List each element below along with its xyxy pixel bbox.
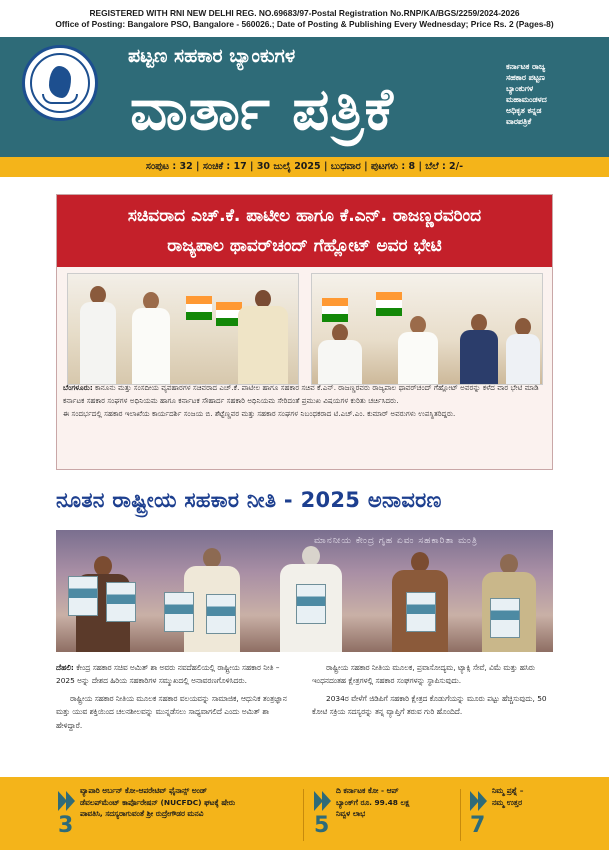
masthead-subtitle: ಪಟ್ಟಣ ಸಹಕಾರ ಬ್ಯಾಂಕುಗಳ: [128, 45, 296, 67]
teaser-text: ವ್ಯಾಪಾರಿ ಅರ್ಬನ್ ಕೋ-ಆಪರೇಟಿವ್ ಫೈನಾನ್ಸ್ ಅಂಡ್ ಡೆವಲಪ್‌ಮೆಂಟ್ ಕಾರ್ಪೊರೇಷನ್ (NUCFDC) ಘಟಕ್ಕೆ ಷೇರು ಪಾವತಿಸಿ, ಸದಸ್ಯರಾಗುವಂತೆ ಶ್ರೀ ರುದ್ರೇಗೌಡರ ಮನವಿ: [80, 786, 236, 818]
story2-column-right: [312, 661, 550, 723]
story2-dateline: ದೆಹಲಿ:: [56, 663, 74, 672]
double-chevron-icon: [314, 791, 332, 811]
masthead-side-text: ಕರ್ನಾಟಕ ರಾಜ್ಯ ಸಹಕಾರ ಪಟ್ಟಣ ಬ್ಯಾಂಕುಗಳ ಮಹಾಮಂಡಳದ ಅಧಿಕೃತ ಕನ್ನಡ ವಾರಪತ್ರಿಕೆ: [506, 62, 547, 126]
story2-col1-p1: ಕೇಂದ್ರ ಸಹಕಾರ ಸಚಿವ ಅಮಿತ್ ಶಾ ಅವರು ನವದೆಹಲಿಯಲ್ಲಿ ರಾಷ್ಟ್ರೀಯ ಸಹಕಾರ ನೀತಿ – 2025 ಅನ್ನು ದೇಶದ ಹಿರಿಯ ಸಹಕಾರಿಗಳ ಸಮ್ಮುಖದಲ್ಲಿ ಅನಾವರಣಗೊಳಿಸಿದರು.: [56, 663, 280, 686]
story2-col1-p2: ರಾಷ್ಟ್ರೀಯ ಸಹಕಾರ ನೀತಿಯ ಮೂಲಕ ಸಹಕಾರ ವಲಯವನ್ನು ಸಾಮಾಜಿಕ, ಆಧುನಿಕ ತಂತ್ರಜ್ಞಾನ ಮತ್ತು ಯುವ ಶಕ್ತಿಯಿಂದ ಚಲನಶೀಲವನ್ನು ಮುನ್ನಡೆಸಲು ಸಾಧ್ಯವಾಗಲಿದೆ ಎಂದು ಅಮಿತ್ ಶಾ ಹೇಳಿದ್ದಾರೆ.: [56, 693, 287, 730]
teaser-page-number: 7: [470, 813, 486, 838]
registration-line-1: REGISTERED WITH RNI NEW DELHI REG. NO.69683/97-Postal Registration No.RNP/KA/BGS/2259/2024-2026: [89, 8, 520, 18]
issue-info-bar: ಸಂಪುಟ : 32 | ಸಂಚಿಕೆ : 17 | 30 ಜುಲೈ 2025 | ಬುಧವಾರ | ಪುಟಗಳು : 8 | ಬೆಲೆ : 2/-: [0, 157, 609, 177]
story1-photo-right: [311, 273, 543, 385]
teaser-page-number: 3: [58, 813, 74, 838]
footer-teaser-bar: [0, 777, 609, 850]
registration-block: [0, 8, 609, 30]
masthead: [0, 37, 609, 172]
story1-headline-line2: ರಾಜ್ಯಪಾಲ ಥಾವರ್‌ಚಂದ್ ಗೆಹ್ಲೋಟ್ ಅವರ ಭೇಟಿ: [167, 236, 442, 256]
story1-headline-line1: ಸಚಿವರಾದ ಎಚ್.ಕೆ. ಪಾಟೀಲ ಹಾಗೂ ಕೆ.ಎನ್. ರಾಜಣ್ಣರವರಿಂದ: [127, 206, 482, 226]
story1-photo-left: [67, 273, 299, 385]
teaser-page-5[interactable]: [314, 783, 454, 843]
teaser-text: ನಿಮ್ಮ ಪ್ರಶ್ನೆ – ನಮ್ಮ ಉತ್ತರ: [492, 786, 524, 807]
teaser-page-3[interactable]: [58, 783, 298, 843]
story2-column-left: [56, 661, 294, 736]
story2-col2-p2: 2034ರ ವೇಳೆಗೆ ಜಿಡಿಪಿಗೆ ಸಹಕಾರಿ ಕ್ಷೇತ್ರದ ಕೊಡುಗೆಯನ್ನು ಮೂರು ಪಟ್ಟು ಹೆಚ್ಚಿಸುವುದು, 50 ಕೋಟಿ ಸಕ್ರಿಯ ಸದಸ್ಯರನ್ನು ತನ್ನ ವ್ಯಾಪ್ತಿಗೆ ತರುವ ಗುರಿ ಹೊಂದಿದೆ.: [312, 693, 547, 717]
story2-headline: ನೂತನ ರಾಷ್ಟ್ರೀಯ ಸಹಕಾರ ನೀತಿ - 2025 ಅನಾವರಣ: [56, 488, 442, 512]
story1-headline: [57, 195, 552, 267]
story1-caption-p1: ಕಾನೂನು ಮತ್ತು ಸಂಸದೀಯ ವ್ಯವಹಾರಗಳ ಸಚಿವರಾದ ಎಚ್.ಕೆ. ಪಾಟೀಲ ಹಾಗೂ ಸಹಕಾರ ಸಚಿವ ಕೆ.ಎನ್. ರಾಜಣ್ಣರವರು ರಾಜ್ಯಪಾಲ ಥಾವರ್‌ಚಂದ್ ಗೆಹ್ಲೋಟ್ ಅವರನ್ನು ಕಳೆದ ವಾರ ಭೇಟಿ ಮಾಡಿ ಕರ್ನಾಟಕ ಸಹಕಾರ ಸಂಘಗಳ ಅಧಿನಿಯಮ ಹಾಗೂ ಕರ್ನಾಟಕ ಸೌಹಾರ್ದ ಸಹಕಾರಿ ಅಧಿನಿಯಮ ಸೇರಿದಂತೆ ಪ್ರಮುಖ ವಿಷಯಗಳ ಕುರಿತು ಚರ್ಚಿಸಿದರು.: [63, 383, 539, 406]
story-governor-meeting: [56, 194, 553, 470]
double-chevron-icon: [470, 791, 488, 811]
masthead-title: ವಾರ್ತಾ ಪತ್ರಿಕೆ: [130, 75, 394, 143]
teaser-page-number: 5: [314, 813, 330, 838]
federation-seal-icon: [22, 45, 98, 121]
teaser-page-7[interactable]: [470, 783, 590, 843]
story1-dateline: ಬೆಂಗಳೂರು:: [63, 383, 93, 392]
registration-line-2: Office of Posting: Bangalore PSO, Bangalore - 560026.; Date of Posting & Publishing Every Wednesday; Price Rs. 2 (Pages-8): [55, 19, 554, 29]
story1-caption: [63, 381, 548, 421]
story2-photo: [56, 530, 553, 652]
story2-col2-p1: ರಾಷ್ಟ್ರೀಯ ಸಹಕಾರ ನೀತಿಯ ಮೂಲಕ, ಪ್ರವಾಸೋದ್ಯಮ, ಟ್ಯಾಕ್ಸಿ ಸೇವೆ, ವಿಮೆ ಮತ್ತು ಹಸಿರು ಇಂಧನದಂತಹ ಕ್ಷೇತ್ರಗಳಲ್ಲಿ ಸಹಕಾರ ಸಂಘಗಳನ್ನು ಸ್ಥಾಪಿಸುವುದು.: [312, 663, 536, 686]
double-chevron-icon: [58, 791, 76, 811]
teaser-text: ದಿ ಕರ್ನಾಟಕ ಕೋ - ಆಪ್ ಬ್ಯಾಂಕ್‌ಗೆ ರೂ. 99.48 ಲಕ್ಷ ನಿವ್ವಳ ಲಾಭ: [336, 786, 410, 818]
story2-photo-banner-text: ಮಾನನೀಯ ಕೇಂದ್ರ ಗೃಹ ಏವಂ ಸಹಕಾರಿತಾ ಮಂತ್ರಿ: [314, 536, 478, 546]
story1-caption-p2: ಈ ಸಂದರ್ಭದಲ್ಲಿ ಸಹಕಾರ ಇಲಾಖೆಯ ಕಾರ್ಯದರ್ಶಿ ಸಂಜಯ ಬಿ. ಶೆಟ್ಟೆಣ್ಣವರ ಮತ್ತು ಸಹಕಾರ ಸಂಘಗಳ ನಿಬಂಧಕರಾದ ಟಿ.ಎಚ್.ಎಂ. ಕುಮಾರ್ ಅವರುಗಳು ಉಪಸ್ಥಿತರಿದ್ದರು.: [63, 409, 456, 419]
